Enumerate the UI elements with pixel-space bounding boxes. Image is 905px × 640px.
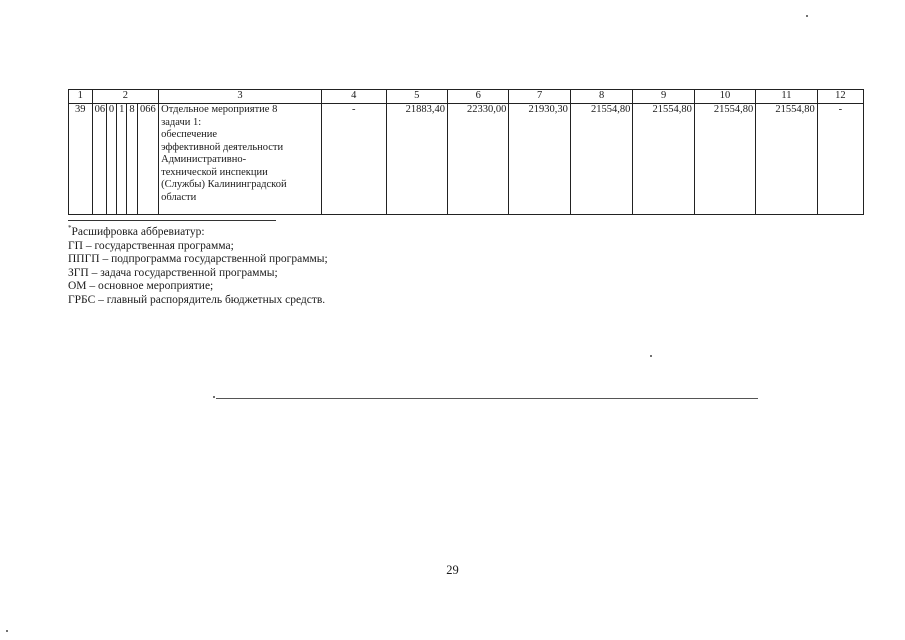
footnote-marker: * [68, 224, 72, 233]
description-line: (Службы) Калининградской [161, 179, 287, 190]
scan-speck [6, 630, 8, 632]
code-cell: 1 [117, 104, 127, 215]
table-header-row [69, 90, 864, 104]
code-cell: 8 [127, 104, 137, 215]
footnote-heading-text: Расшифровка аббревиатур: [71, 226, 205, 238]
description-line: эффективной деятельности [161, 141, 284, 153]
scan-speck [806, 15, 808, 17]
description-line: Отдельное мероприятие 8 [161, 104, 278, 115]
header-cell: 7 [509, 90, 570, 104]
code-cell: 066 [137, 104, 159, 215]
value-cell-col5: 21883,40 [386, 104, 447, 215]
footnote-divider [68, 220, 276, 221]
table-row [69, 104, 864, 215]
header-cell: 11 [756, 90, 817, 104]
footnote-item: ГРБС – главный распорядитель бюджетных средств. [68, 293, 326, 306]
footnote-item: ГП – государственная программа; [68, 239, 234, 252]
value-cell-col6: 22330,00 [447, 104, 508, 215]
footnote-item: ЗГП – задача государственной программы; [68, 266, 278, 279]
header-cell: 1 [69, 90, 93, 104]
scan-speck [650, 355, 652, 357]
footnote-heading [68, 226, 328, 240]
description-cell [159, 104, 322, 215]
footnotes [68, 226, 328, 308]
header-cell: 5 [386, 90, 447, 104]
value-cell-col12: - [817, 104, 863, 215]
description-line: технической инспекции [161, 166, 268, 178]
description-line: обеспечение [161, 129, 218, 140]
header-cell: 10 [694, 90, 755, 104]
header-cell: 6 [447, 90, 508, 104]
footnote-item: ОМ – основное мероприятие; [68, 280, 214, 293]
description-line: области [161, 191, 197, 203]
budget-table [68, 89, 864, 215]
value-cell-col7: 21930,30 [509, 104, 570, 215]
value-cell-col8: 21554,80 [570, 104, 632, 215]
header-cell: 2 [92, 90, 159, 104]
header-cell: 4 [321, 90, 386, 104]
code-cell: 06 [92, 104, 106, 215]
scan-speck [213, 396, 215, 398]
header-cell: 3 [159, 90, 322, 104]
description-line: Административно- [161, 154, 247, 165]
horizontal-rule [216, 398, 758, 399]
row-number-cell: 39 [69, 104, 93, 215]
header-cell: 8 [570, 90, 632, 104]
header-cell: 12 [817, 90, 863, 104]
value-cell-col9: 21554,80 [633, 104, 694, 215]
page-number: 29 [446, 563, 459, 577]
description-line: задачи 1: [161, 116, 202, 128]
value-cell-col4: - [321, 104, 386, 215]
code-cell: 0 [106, 104, 116, 215]
header-cell: 9 [633, 90, 694, 104]
footnote-item: ППГП – подпрограмма государственной программы; [68, 253, 328, 266]
value-cell-col11: 21554,80 [756, 104, 817, 215]
value-cell-col10: 21554,80 [694, 104, 755, 215]
